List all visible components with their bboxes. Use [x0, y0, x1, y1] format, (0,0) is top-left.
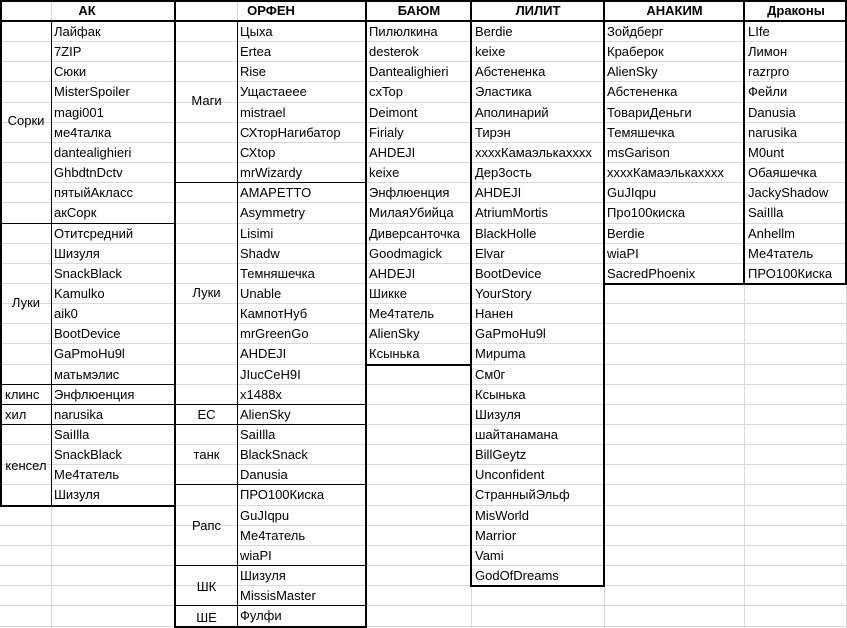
- orfen-name[interactable]: КампотНуб: [240, 306, 308, 321]
- grid-line: [0, 605, 847, 606]
- ak-name[interactable]: GaPmoHu9l: [54, 346, 125, 361]
- orfen-name[interactable]: AMAPETTO: [240, 185, 312, 200]
- baium-name[interactable]: AHDEJI: [369, 266, 416, 281]
- anakim-name[interactable]: Berdie: [607, 226, 645, 241]
- orfen-name[interactable]: AHDEJI: [240, 346, 287, 361]
- header-drakony[interactable]: Драконы: [767, 3, 825, 18]
- drakony-name[interactable]: SaiIlla: [748, 205, 784, 220]
- ak-name[interactable]: aik0: [54, 306, 78, 321]
- ak-name[interactable]: Энфлюенция: [54, 387, 135, 402]
- orfen-name[interactable]: Цыха: [240, 24, 273, 39]
- ak-group-luki[interactable]: Луки: [11, 295, 41, 310]
- orfen-name[interactable]: Шизуля: [240, 568, 286, 583]
- ak-name[interactable]: Шизуля: [54, 487, 100, 502]
- border-line: [0, 0, 2, 507]
- ak-name[interactable]: Ме4татель: [54, 467, 120, 482]
- orfen-name[interactable]: MissisMaster: [240, 588, 316, 603]
- lilit-name[interactable]: Эластика: [475, 84, 532, 99]
- orfen-name[interactable]: BlackSnack: [240, 447, 308, 462]
- orfen-name[interactable]: mrWizardy: [240, 165, 303, 180]
- drakony-name[interactable]: LIfe: [748, 24, 770, 39]
- ak-name[interactable]: SaiIlla: [54, 427, 90, 442]
- baium-name[interactable]: Deimont: [369, 105, 418, 120]
- drakony-name[interactable]: Danusia: [748, 105, 796, 120]
- ak-group-sorki[interactable]: Сорки: [7, 113, 45, 128]
- anakim-name[interactable]: Краберок: [607, 44, 664, 59]
- lilit-name[interactable]: Berdie: [475, 24, 513, 39]
- anakim-name[interactable]: xxxxКамаэлькаxxxx: [607, 165, 724, 180]
- orfen-name[interactable]: AlienSky: [240, 407, 291, 422]
- grid-line: [0, 484, 847, 485]
- anakim-name[interactable]: Зойдберг: [607, 24, 664, 39]
- baium-name[interactable]: Пилюлкина: [369, 24, 438, 39]
- drakony-name[interactable]: Фейли: [748, 84, 788, 99]
- ak-name[interactable]: Шизуля: [54, 246, 100, 261]
- grid-line: [0, 565, 847, 566]
- orfen-name[interactable]: JIucCeH9I: [240, 367, 301, 382]
- orfen-name[interactable]: Lisimi: [240, 226, 274, 241]
- ak-name[interactable]: MisterSpoiler: [54, 84, 130, 99]
- baium-name[interactable]: AlienSky: [369, 326, 420, 341]
- lilit-name[interactable]: AHDEJI: [475, 185, 522, 200]
- grid-line: [0, 545, 847, 546]
- ak-group-kensel[interactable]: кенсел: [5, 458, 47, 473]
- lilit-name[interactable]: Vami: [475, 548, 504, 563]
- lilit-name[interactable]: Шизуля: [475, 407, 521, 422]
- ak-name[interactable]: Лайфак: [54, 24, 101, 39]
- anakim-name[interactable]: Темяшечка: [607, 125, 675, 140]
- border-line: [365, 0, 367, 628]
- lilit-name[interactable]: YourStory: [475, 286, 532, 301]
- drakony-name[interactable]: narusika: [748, 125, 798, 140]
- orfen-group-es[interactable]: ЕС: [197, 407, 216, 422]
- orfen-name[interactable]: Темняшечка: [240, 266, 315, 281]
- orfen-name[interactable]: GuJIqpu: [240, 508, 290, 523]
- baium-name[interactable]: keixe: [369, 165, 400, 180]
- lilit-name[interactable]: MisWorld: [475, 508, 529, 523]
- orfen-name[interactable]: Фулфи: [240, 608, 282, 623]
- drakony-name[interactable]: JackyShadow: [748, 185, 829, 200]
- ak-name[interactable]: dantealighieri: [54, 145, 132, 160]
- lilit-name[interactable]: Elvar: [475, 246, 505, 261]
- drakony-name[interactable]: Anhellm: [748, 226, 795, 241]
- ak-name[interactable]: narusika: [54, 407, 104, 422]
- anakim-name[interactable]: ТовариДеньги: [607, 105, 692, 120]
- grid-line: [0, 585, 847, 586]
- anakim-name[interactable]: GuJIqpu: [607, 185, 657, 200]
- lilit-name[interactable]: Unconfident: [475, 467, 545, 482]
- orfen-name[interactable]: Unable: [240, 286, 282, 301]
- border-line: [743, 0, 745, 285]
- orfen-name[interactable]: СХtop: [240, 145, 276, 160]
- drakony-name[interactable]: Обаяшечка: [748, 165, 817, 180]
- grid-line: [0, 444, 847, 445]
- ak-group-klins[interactable]: клинс: [5, 387, 40, 402]
- orfen-group-shk[interactable]: ШК: [196, 579, 217, 594]
- ak-name[interactable]: GhbdtnDctv: [54, 165, 123, 180]
- orfen-name[interactable]: SaiIlla: [240, 427, 276, 442]
- baium-name[interactable]: desterok: [369, 44, 419, 59]
- drakony-name[interactable]: razrpro: [748, 64, 790, 79]
- lilit-name[interactable]: GaPmoHu9l: [475, 326, 546, 341]
- lilit-name[interactable]: Дер3ость: [475, 165, 532, 180]
- orfen-name[interactable]: x1488x: [240, 387, 282, 402]
- lilit-name[interactable]: BillGeytz: [475, 447, 527, 462]
- anakim-name[interactable]: AlienSky: [607, 64, 658, 79]
- border-line: [470, 0, 472, 587]
- lilit-name[interactable]: Мирuma: [475, 346, 526, 361]
- lilit-name[interactable]: См0г: [475, 367, 506, 382]
- border-line: [366, 364, 472, 366]
- header-anakim[interactable]: АНАКИМ: [646, 3, 703, 18]
- anakim-name[interactable]: Абстененка: [607, 84, 678, 99]
- ak-name[interactable]: акСорк: [54, 205, 97, 220]
- anakim-name[interactable]: msGarison: [607, 145, 670, 160]
- ak-group-hil[interactable]: хил: [5, 407, 27, 422]
- orfen-group-luki[interactable]: Луки: [192, 285, 221, 300]
- baium-name[interactable]: Ме4татель: [369, 306, 435, 321]
- ak-name[interactable]: SnackBlack: [54, 266, 122, 281]
- orfen-name[interactable]: wiaPI: [240, 548, 272, 563]
- lilit-name[interactable]: GodOfDreams: [475, 568, 559, 583]
- lilit-name[interactable]: xxxxКамаэлькаxxxx: [475, 145, 592, 160]
- header-baium[interactable]: БАЮМ: [397, 3, 441, 18]
- orfen-name[interactable]: ПРО100Киска: [240, 487, 325, 502]
- grid-line: [0, 343, 847, 344]
- grid-line: [0, 122, 847, 123]
- ak-name[interactable]: Сюки: [54, 64, 87, 79]
- orfen-name[interactable]: Ущастаеее: [240, 84, 307, 99]
- orfen-name[interactable]: Ме4татель: [240, 528, 306, 543]
- lilit-name[interactable]: СтранныйЭльф: [475, 487, 570, 502]
- ak-name[interactable]: magi001: [54, 105, 104, 120]
- baium-name[interactable]: Goodmagick: [369, 246, 442, 261]
- baium-name[interactable]: Энфлюенция: [369, 185, 450, 200]
- lilit-name[interactable]: keixe: [475, 44, 506, 59]
- baium-name[interactable]: AHDEJI: [369, 145, 416, 160]
- ak-name[interactable]: ме4талка: [54, 125, 112, 140]
- lilit-name[interactable]: шайтанамана: [475, 427, 558, 442]
- orfen-name[interactable]: mrGreenGo: [240, 326, 309, 341]
- grid-line: [0, 102, 847, 103]
- ak-name[interactable]: SnackBlack: [54, 447, 122, 462]
- border-line: [51, 22, 52, 505]
- lilit-name[interactable]: Ксынька: [475, 387, 526, 402]
- orfen-group-tank[interactable]: танк: [193, 447, 220, 462]
- lilit-name[interactable]: Тирэн: [475, 125, 511, 140]
- orfen-name[interactable]: СХторНагибатор: [240, 125, 341, 140]
- anakim-name[interactable]: SacredPhoenix: [607, 266, 696, 281]
- baium-name[interactable]: МилаяУбийца: [369, 205, 454, 220]
- orfen-name[interactable]: mistrael: [240, 105, 286, 120]
- drakony-name[interactable]: Лимон: [748, 44, 788, 59]
- ak-name[interactable]: 7ZIP: [54, 44, 82, 59]
- lilit-name[interactable]: Marrior: [475, 528, 517, 543]
- baium-name[interactable]: Диверсанточка: [369, 226, 460, 241]
- border-line: [603, 0, 605, 587]
- orfen-name[interactable]: Shadw: [240, 246, 280, 261]
- grid-line: [0, 525, 847, 526]
- ak-name[interactable]: BootDevice: [54, 326, 121, 341]
- orfen-name[interactable]: Asymmetry: [240, 205, 305, 220]
- lilit-name[interactable]: BootDevice: [475, 266, 542, 281]
- header-lilit[interactable]: ЛИЛИТ: [515, 3, 561, 18]
- baium-name[interactable]: cxTop: [369, 84, 403, 99]
- border-line: [0, 505, 176, 507]
- drakony-name[interactable]: M0unt: [748, 145, 785, 160]
- header-orfen[interactable]: ОРФЕН: [247, 3, 295, 18]
- border-line: [237, 22, 238, 628]
- grid-line: [0, 464, 847, 465]
- lilit-name[interactable]: AtriumMortis: [475, 205, 548, 220]
- orfen-group-she[interactable]: ШЕ: [196, 610, 217, 625]
- lilit-name[interactable]: Аполинарий: [475, 105, 549, 120]
- drakony-name[interactable]: ПРО100Киска: [748, 266, 833, 281]
- ak-name[interactable]: Отитсредний: [54, 226, 134, 241]
- drakony-name[interactable]: Ме4татель: [748, 246, 814, 261]
- orfen-group-magi[interactable]: Маги: [191, 93, 222, 108]
- anakim-name[interactable]: Про100киска: [607, 205, 686, 220]
- orfen-name[interactable]: Danusia: [240, 467, 288, 482]
- lilit-name[interactable]: Нанен: [475, 306, 514, 321]
- baium-name[interactable]: Firialy: [369, 125, 404, 140]
- baium-name[interactable]: Dantealighieri: [369, 64, 449, 79]
- baium-name[interactable]: Ксынька: [369, 346, 420, 361]
- header-ak[interactable]: АК: [78, 3, 96, 18]
- anakim-name[interactable]: wiaPI: [607, 246, 639, 261]
- orfen-group-raps[interactable]: Рапс: [191, 518, 221, 533]
- orfen-name[interactable]: Ertea: [240, 44, 272, 59]
- lilit-name[interactable]: Абстененка: [475, 64, 546, 79]
- orfen-name[interactable]: Rise: [240, 64, 267, 79]
- lilit-name[interactable]: BlackHolle: [475, 226, 537, 241]
- ak-name[interactable]: Kamulko: [54, 286, 105, 301]
- baium-name[interactable]: Шикке: [369, 286, 407, 301]
- ak-name[interactable]: пятыйАкласс: [54, 185, 133, 200]
- ak-name[interactable]: матьмэлис: [54, 367, 120, 382]
- grid-line: [0, 626, 847, 627]
